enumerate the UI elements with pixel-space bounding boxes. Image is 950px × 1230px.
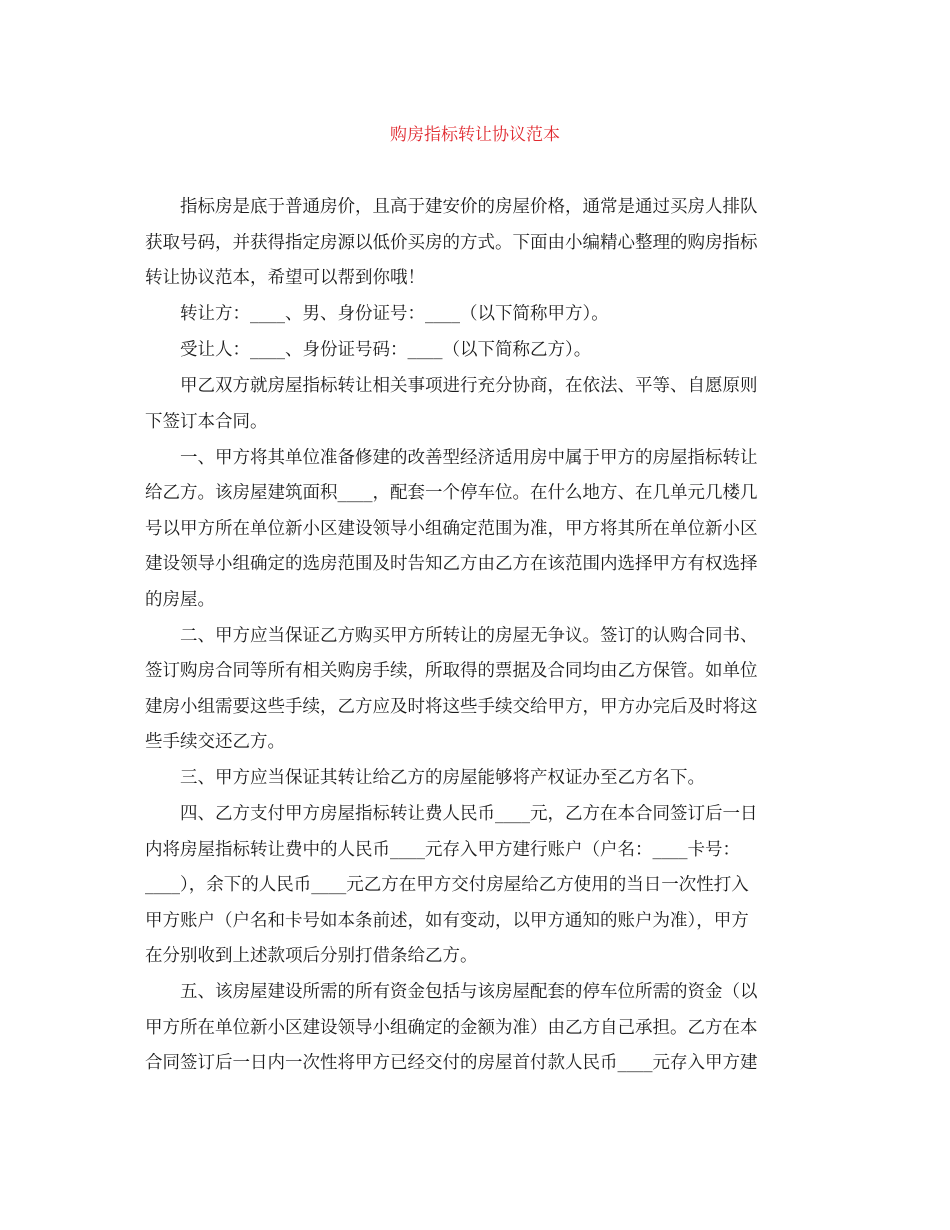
document-body xyxy=(145,190,805,1082)
text-line: 合同签订后一日内一次性将甲方已经交付的房屋首付款人民币____元存入甲方建 xyxy=(145,1053,758,1073)
paragraph-clause-4 xyxy=(145,797,805,975)
paragraph-clause-3 xyxy=(145,761,805,797)
text-line: 甲方所在单位新小区建设领导小组确定的金额为准）由乙方自己承担。乙方在本 xyxy=(145,1017,758,1038)
text-line: 甲乙双方就房屋指标转让相关事项进行充分协商，在依法、平等、自愿原则 xyxy=(180,376,758,396)
text-line: 转让方：____、男、身份证号：____（以下简称甲方）。 xyxy=(180,304,609,324)
paragraph-preamble xyxy=(145,369,805,440)
text-line: 四、乙方支付甲方房屋指标转让费人民币____元，乙方在本合同签订后一日 xyxy=(180,804,758,824)
text-line: 内将房屋指标转让费中的人民币____元存入甲方建行账户（户名：____卡号： xyxy=(145,839,740,860)
text-line: 下签订本合同。 xyxy=(145,411,268,432)
text-line: 号以甲方所在单位新小区建设领导小组确定范围为准，甲方将其所在单位新小区 xyxy=(145,518,758,539)
paragraph-transferor xyxy=(145,297,805,333)
text-line: 些手续交还乙方。 xyxy=(145,732,285,752)
paragraph-transferee xyxy=(145,333,805,369)
text-line: 的房屋。 xyxy=(145,589,215,610)
paragraph-intro xyxy=(145,190,805,297)
text-line: 建设领导小组确定的选房范围及时告知乙方由乙方在该范围内选择甲方有权选择 xyxy=(145,554,758,574)
text-line: 五、该房屋建设所需的所有资金包括与该房屋配套的停车位所需的资金（以 xyxy=(180,982,758,1002)
text-line: 受让人：____、身份证号码：____（以下简称乙方）。 xyxy=(180,340,592,360)
text-line: 指标房是底于普通房价，且高于建安价的房屋价格，通常是通过买房人排队 xyxy=(180,197,758,217)
text-line: 二、甲方应当保证乙方购买甲方所转让的房屋无争议。签订的认购合同书、 xyxy=(180,625,758,646)
text-line: 获取号码，并获得指定房源以低价买房的方式。下面由小编精心整理的购房指标 xyxy=(145,232,758,253)
text-line: 转让协议范本，希望可以帮到你哦！ xyxy=(145,268,425,288)
paragraph-clause-2 xyxy=(145,619,805,761)
text-line: 给乙方。该房屋建筑面积____，配套一个停车位。在什么地方、在几单元几楼几 xyxy=(145,483,758,503)
text-line: 签订购房合同等所有相关购房手续，所取得的票据及合同均由乙方保管。如单位 xyxy=(145,661,758,681)
text-line: 一、甲方将其单位准备修建的改善型经济适用房中属于甲方的房屋指标转让 xyxy=(180,447,758,468)
text-line: 甲方账户（户名和卡号如本条前述，如有变动，以甲方通知的账户为准），甲方 xyxy=(145,910,749,931)
text-line: 三、甲方应当保证其转让给乙方的房屋能够将产权证办至乙方名下。 xyxy=(180,768,705,788)
text-line: ____），余下的人民币____元乙方在甲方交付房屋给乙方使用的当日一次性打入 xyxy=(145,875,749,895)
text-line: 建房小组需要这些手续，乙方应及时将这些手续交给甲方，甲方办完后及时将这 xyxy=(145,696,758,717)
paragraph-clause-1 xyxy=(145,441,805,619)
paragraph-clause-5 xyxy=(145,975,805,1082)
text-line: 在分别收到上述款项后分别打借条给乙方。 xyxy=(145,946,478,966)
document-title: 购房指标转让协议范本 xyxy=(390,125,560,145)
